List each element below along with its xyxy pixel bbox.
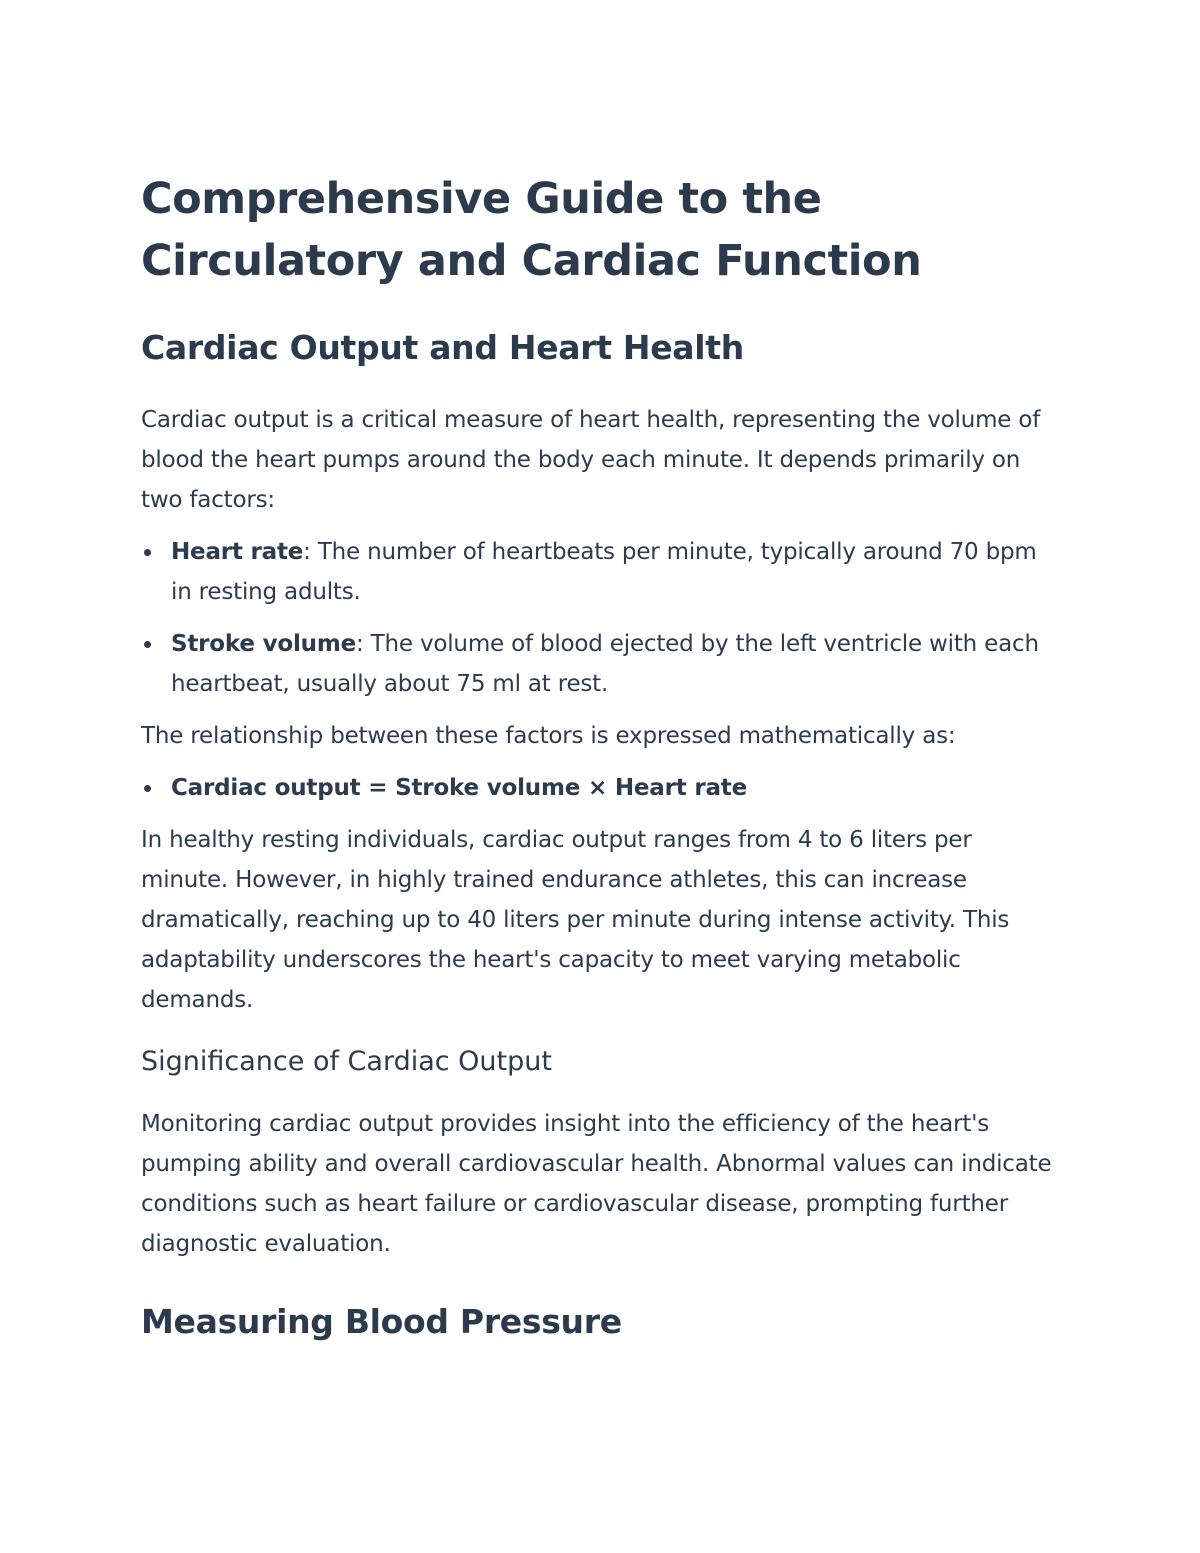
section-heading-cardiac-output: Cardiac Output and Heart Health — [141, 328, 744, 367]
list-item — [171, 532, 1061, 612]
list-item — [171, 768, 1061, 808]
factors-list — [141, 532, 1061, 704]
page-title: Comprehensive Guide to the Circulatory and Cardiac Function — [141, 174, 922, 286]
bullet-icon — [144, 641, 151, 648]
factor-text: : The volume of blood ejected by the left ventricle with each heartbeat, usually about 75 ml at rest. — [171, 631, 1039, 697]
formula-list — [141, 768, 1061, 808]
intro-paragraph: Cardiac output is a critical measure of heart health, representing the volume of blood the heart pumps around the body each minute. It depends primarily on two factors: — [141, 407, 1041, 513]
factor-text: : The number of heartbeats per minute, typically around 70 bpm in resting adults. — [171, 539, 1037, 605]
list-item — [171, 624, 1061, 704]
subsection-heading-significance: Significance of Cardiac Output — [141, 1046, 552, 1077]
ranges-paragraph: In healthy resting individuals, cardiac output ranges from 4 to 6 liters per minute. However, in highly trained endurance athletes, this can increase dramatically, reaching up to 40 liters per minute during intense activity. This adaptability underscores the heart's capacity to meet varying metabolic demands. — [141, 827, 1010, 1013]
document-page — [141, 168, 1061, 1344]
formula-text: Cardiac output = Stroke volume × Heart rate — [171, 775, 748, 801]
factor-term: Stroke volume — [171, 631, 357, 657]
bullet-icon — [144, 785, 151, 792]
bullet-icon — [144, 549, 151, 556]
relationship-paragraph: The relationship between these factors is expressed mathematically as: — [141, 723, 956, 749]
significance-paragraph: Monitoring cardiac output provides insight into the efficiency of the heart's pumping ability and overall cardiovascular health. Abnormal values can indicate conditions such as heart failure or cardiovascular disease, prompting further diagnostic evaluation. — [141, 1111, 1052, 1257]
factor-term: Heart rate — [171, 539, 304, 565]
section-heading-blood-pressure: Measuring Blood Pressure — [141, 1302, 622, 1341]
